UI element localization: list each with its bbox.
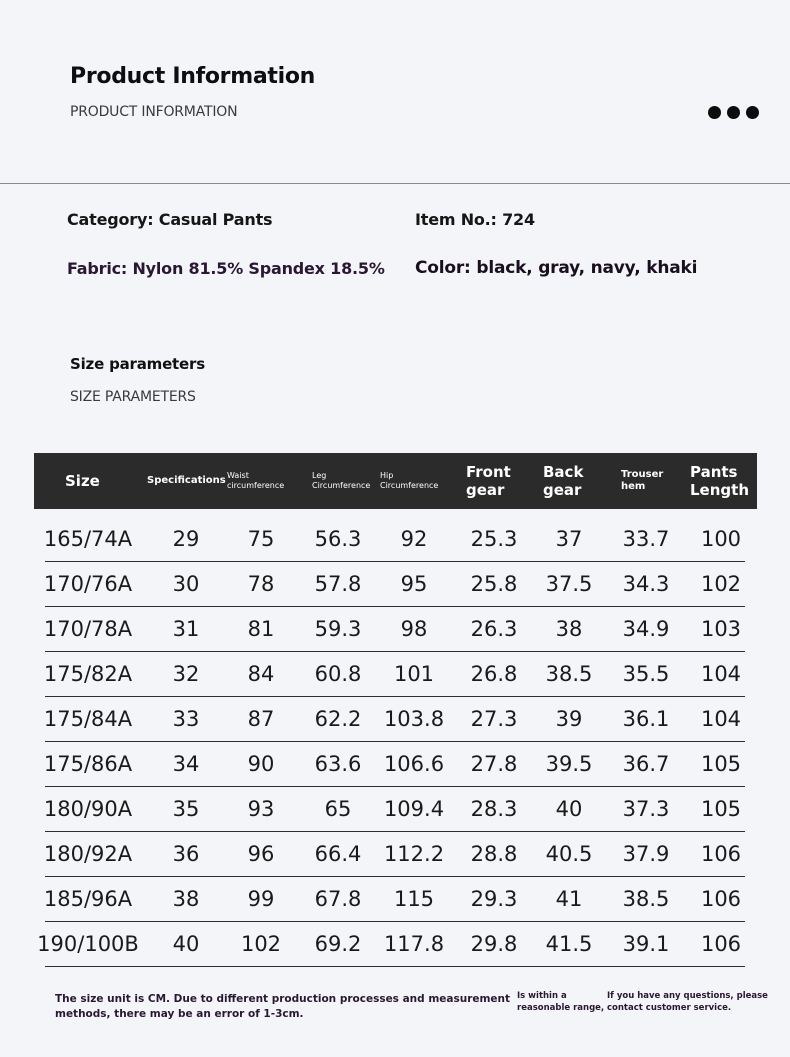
size-table-body <box>37 517 745 967</box>
table-cell: 30 <box>172 572 200 596</box>
table-row <box>45 517 745 562</box>
fabric-info: Fabric: Nylon 81.5% Spandex 18.5% <box>67 259 385 278</box>
table-row <box>45 832 745 877</box>
table-cell: 37.3 <box>622 797 670 821</box>
table-cell: 105 <box>700 752 742 776</box>
table-cell: 31 <box>172 617 200 641</box>
table-cell: 38 <box>172 887 200 911</box>
table-cell: 90 <box>247 752 275 776</box>
table-cell: 65 <box>324 797 352 821</box>
table-cell: 175/84A <box>43 707 133 731</box>
table-cell: 38.5 <box>622 887 670 911</box>
table-cell: 25.8 <box>470 572 518 596</box>
table-cell: 103 <box>700 617 742 641</box>
table-cell: 35 <box>172 797 200 821</box>
dot-icon <box>708 106 721 119</box>
table-cell: 39.1 <box>622 932 670 956</box>
table-cell: 67.8 <box>314 887 362 911</box>
size-table-header <box>34 453 757 509</box>
contact-note: If you have any questions, please contact customer service. <box>607 991 768 1013</box>
table-cell: 106 <box>700 887 742 911</box>
table-cell: 102 <box>240 932 282 956</box>
table-cell: 59.3 <box>314 617 362 641</box>
table-cell: 95 <box>400 572 428 596</box>
table-cell: 109.4 <box>383 797 445 821</box>
table-cell: 39.5 <box>545 752 593 776</box>
table-row <box>45 697 745 742</box>
size-section-subtitle: SIZE PARAMETERS <box>70 389 196 405</box>
table-row <box>45 652 745 697</box>
table-cell: 101 <box>393 662 435 686</box>
table-cell: 57.8 <box>314 572 362 596</box>
range-note: Is within a reasonable range, <box>517 991 605 1013</box>
table-cell: 40 <box>172 932 200 956</box>
table-cell: 92 <box>400 527 428 551</box>
category-info: Category: Casual Pants <box>67 210 273 229</box>
header-specifications: Specifications <box>147 475 226 486</box>
table-cell: 29.3 <box>470 887 518 911</box>
table-cell: 27.3 <box>470 707 518 731</box>
table-cell: 33.7 <box>622 527 670 551</box>
table-cell: 104 <box>700 662 742 686</box>
table-cell: 175/86A <box>43 752 133 776</box>
table-cell: 81 <box>247 617 275 641</box>
table-cell: 180/92A <box>43 842 133 866</box>
table-cell: 33 <box>172 707 200 731</box>
header-leg: Leg Circumference <box>312 471 371 490</box>
table-cell: 37 <box>555 527 583 551</box>
table-cell: 93 <box>247 797 275 821</box>
table-cell: 37.9 <box>622 842 670 866</box>
table-cell: 66.4 <box>314 842 362 866</box>
table-cell: 38.5 <box>545 662 593 686</box>
table-cell: 37.5 <box>545 572 593 596</box>
table-cell: 62.2 <box>314 707 362 731</box>
table-row <box>45 787 745 832</box>
table-row <box>45 562 745 607</box>
table-cell: 117.8 <box>383 932 445 956</box>
table-cell: 40 <box>555 797 583 821</box>
table-cell: 112.2 <box>383 842 445 866</box>
table-cell: 36.7 <box>622 752 670 776</box>
header-divider <box>0 183 790 184</box>
table-cell: 41 <box>555 887 583 911</box>
size-unit-note: The size unit is CM. Due to different production processes and measurement methods, there may be an error of 1-3cm. <box>55 993 511 1020</box>
table-cell: 56.3 <box>314 527 362 551</box>
table-cell: 60.8 <box>314 662 362 686</box>
page-title: Product Information <box>70 64 316 89</box>
table-cell: 29 <box>172 527 200 551</box>
table-cell: 106.6 <box>383 752 445 776</box>
size-section-title: Size parameters <box>70 355 205 373</box>
page-subtitle: PRODUCT INFORMATION <box>70 104 238 120</box>
table-cell: 26.8 <box>470 662 518 686</box>
table-cell: 106 <box>700 842 742 866</box>
table-cell: 36 <box>172 842 200 866</box>
dot-icon <box>746 106 759 119</box>
table-cell: 28.8 <box>470 842 518 866</box>
table-cell: 34.3 <box>622 572 670 596</box>
table-row <box>45 742 745 787</box>
table-cell: 104 <box>700 707 742 731</box>
table-cell: 41.5 <box>545 932 593 956</box>
table-cell: 78 <box>247 572 275 596</box>
table-cell: 170/76A <box>43 572 133 596</box>
header-pants-length: Pants Length <box>690 463 749 499</box>
table-cell: 69.2 <box>314 932 362 956</box>
table-cell: 38 <box>555 617 583 641</box>
table-cell: 98 <box>400 617 428 641</box>
table-cell: 28.3 <box>470 797 518 821</box>
header-trouser-hem: Trouser hem <box>621 469 664 492</box>
table-cell: 26.3 <box>470 617 518 641</box>
more-options-icon <box>708 106 759 119</box>
table-cell: 29.8 <box>470 932 518 956</box>
table-cell: 25.3 <box>470 527 518 551</box>
table-cell: 34 <box>172 752 200 776</box>
table-cell: 106 <box>700 932 742 956</box>
table-cell: 39 <box>555 707 583 731</box>
header-hip: Hip Circumference <box>380 471 439 490</box>
table-cell: 40.5 <box>545 842 593 866</box>
table-cell: 34.9 <box>622 617 670 641</box>
table-cell: 99 <box>247 887 275 911</box>
table-cell: 165/74A <box>43 527 133 551</box>
table-cell: 63.6 <box>314 752 362 776</box>
table-cell: 105 <box>700 797 742 821</box>
table-row <box>45 877 745 922</box>
table-cell: 75 <box>247 527 275 551</box>
table-cell: 84 <box>247 662 275 686</box>
table-cell: 96 <box>247 842 275 866</box>
table-cell: 102 <box>700 572 742 596</box>
table-cell: 100 <box>700 527 742 551</box>
header-waist: Waist circumference <box>227 471 285 490</box>
table-cell: 27.8 <box>470 752 518 776</box>
table-cell: 180/90A <box>43 797 133 821</box>
header-size: Size <box>65 472 100 490</box>
table-cell: 36.1 <box>622 707 670 731</box>
table-cell: 87 <box>247 707 275 731</box>
table-cell: 32 <box>172 662 200 686</box>
table-cell: 115 <box>393 887 435 911</box>
item-number-info: Item No.: 724 <box>415 210 535 229</box>
table-cell: 185/96A <box>43 887 133 911</box>
table-cell: 175/82A <box>43 662 133 686</box>
header-front-gear: Front gear <box>466 463 511 499</box>
table-cell: 35.5 <box>622 662 670 686</box>
header-back-gear: Back gear <box>543 463 584 499</box>
color-info: Color: black, gray, navy, khaki <box>415 258 698 278</box>
table-cell: 103.8 <box>383 707 445 731</box>
table-row <box>45 607 745 652</box>
table-cell: 190/100B <box>37 932 139 956</box>
table-cell: 170/78A <box>43 617 133 641</box>
table-row <box>37 922 745 967</box>
dot-icon <box>727 106 740 119</box>
